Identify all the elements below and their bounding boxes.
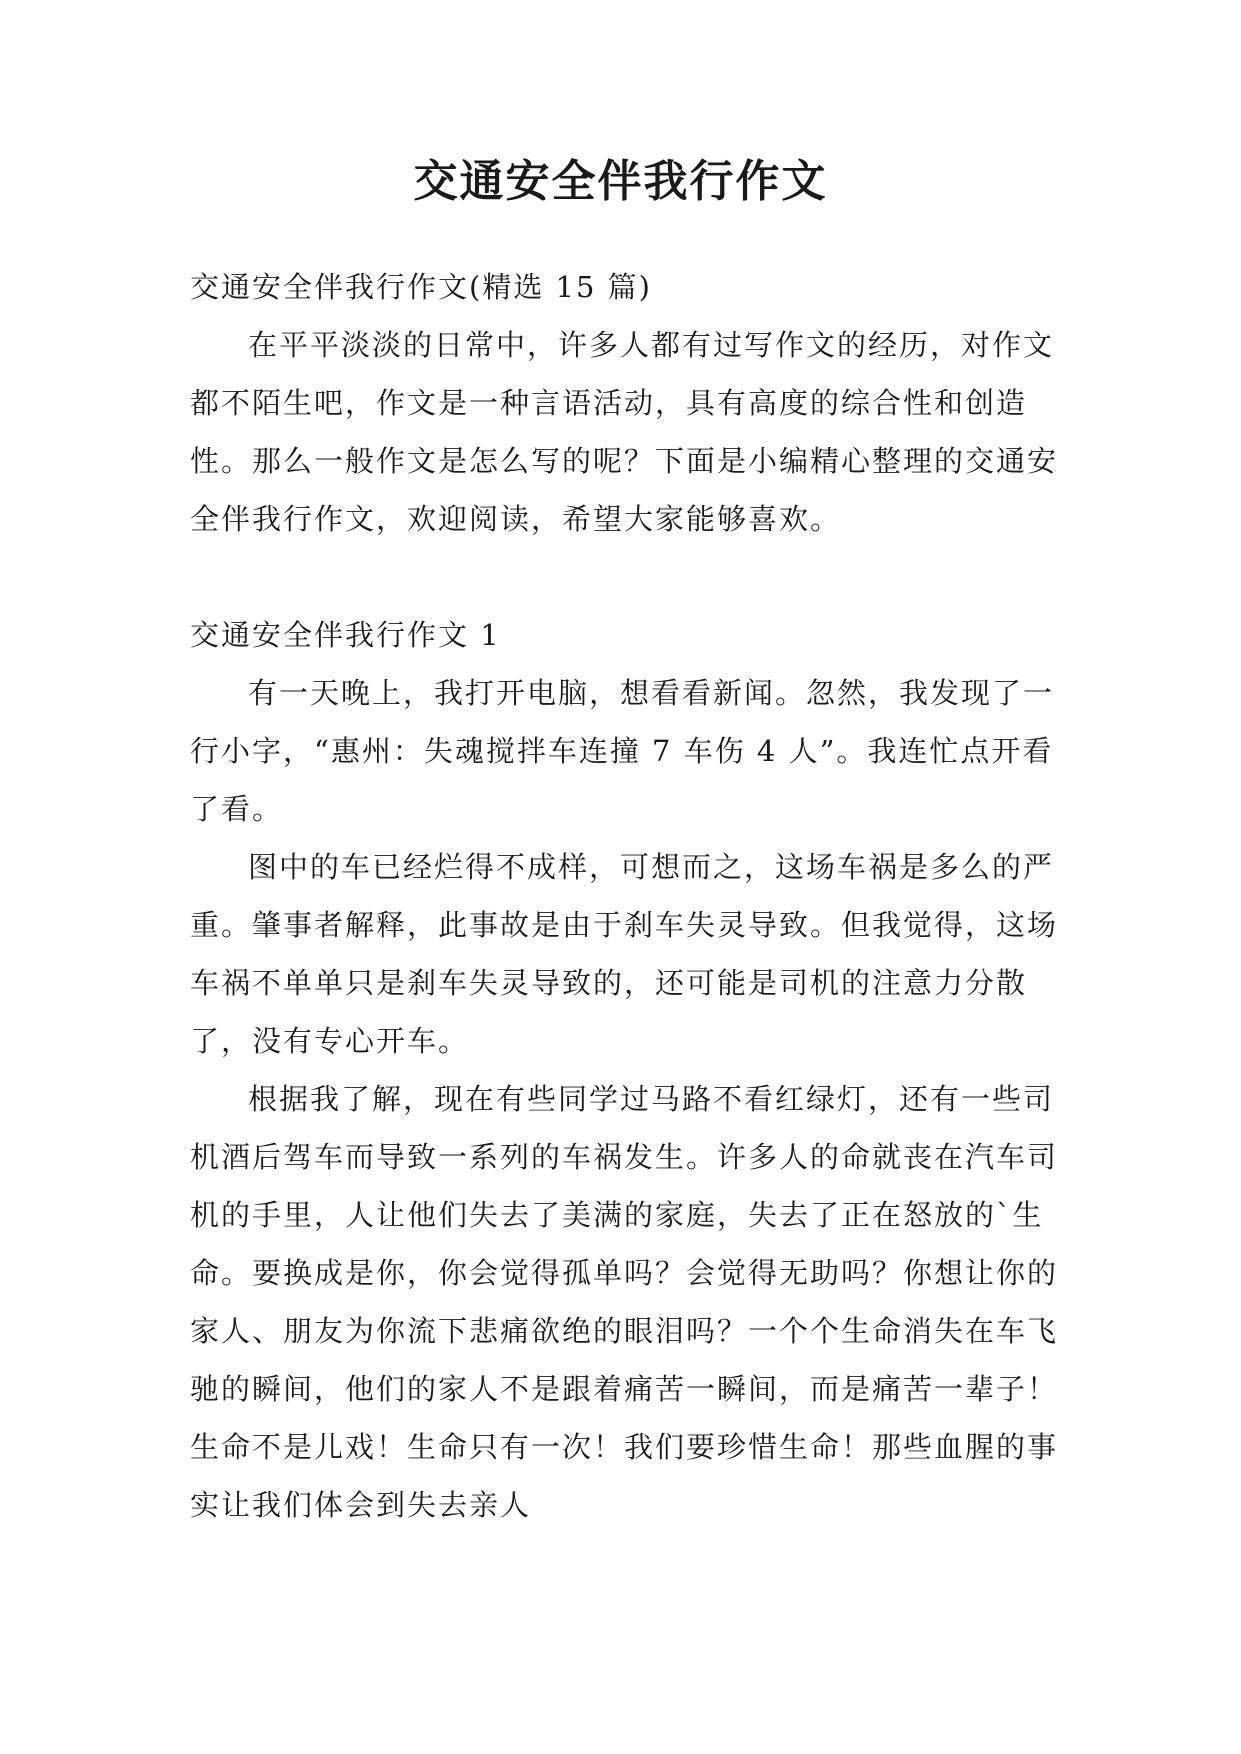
body-paragraph: 有一天晚上，我打开电脑，想看看新闻。忽然，我发现了一行小字，“惠州：失魂搅拌车连撞 7 车伤 4 人”。我连忙点开看了看。	[190, 676, 1055, 826]
document-body	[190, 258, 1070, 1534]
body-paragraph: 图中的车已经烂得不成样，可想而之，这场车祸是多么的严重。肇事者解释，此事故是由于刹车失灵导致。但我觉得，这场车祸不单单只是刹车失灵导致的，还可能是司机的注意力分散了，没有专心开车。	[190, 850, 1059, 1058]
body-paragraph: 根据我了解，现在有些同学过马路不看红绿灯，还有一些司机酒后驾车而导致一系列的车祸发生。许多人的命就丧在汽车司机的手里，人让他们失去了美满的家庭，失去了正在怒放的`生命。要换成是你，你会觉得孤单吗？会觉得无助吗？你想让你的家人、朋友为你流下悲痛欲绝的眼泪吗？一个个生命消失在车飞驰的瞬间，他们的家人不是跟着痛苦一瞬间，而是痛苦一辈子！生命不是儿戏！生命只有一次！我们要珍惜生命！那些血腥的事实让我们体会到失去亲人	[190, 1082, 1059, 1522]
section-heading: 交通安全伴我行作文 1	[190, 618, 501, 652]
document-subtitle: 交通安全伴我行作文(精选 15 篇)	[190, 270, 652, 304]
document-title: 交通安全伴我行作文	[413, 156, 828, 207]
intro-paragraph: 在平平淡淡的日常中，许多人都有过写作文的经历，对作文都不陌生吧，作文是一种言语活动，具有高度的综合性和创造性。那么一般作文是怎么写的呢？下面是小编精心整理的交通安全伴我行作文，欢迎阅读，希望大家能够喜欢。	[190, 328, 1059, 536]
section-spacer	[190, 548, 1070, 606]
